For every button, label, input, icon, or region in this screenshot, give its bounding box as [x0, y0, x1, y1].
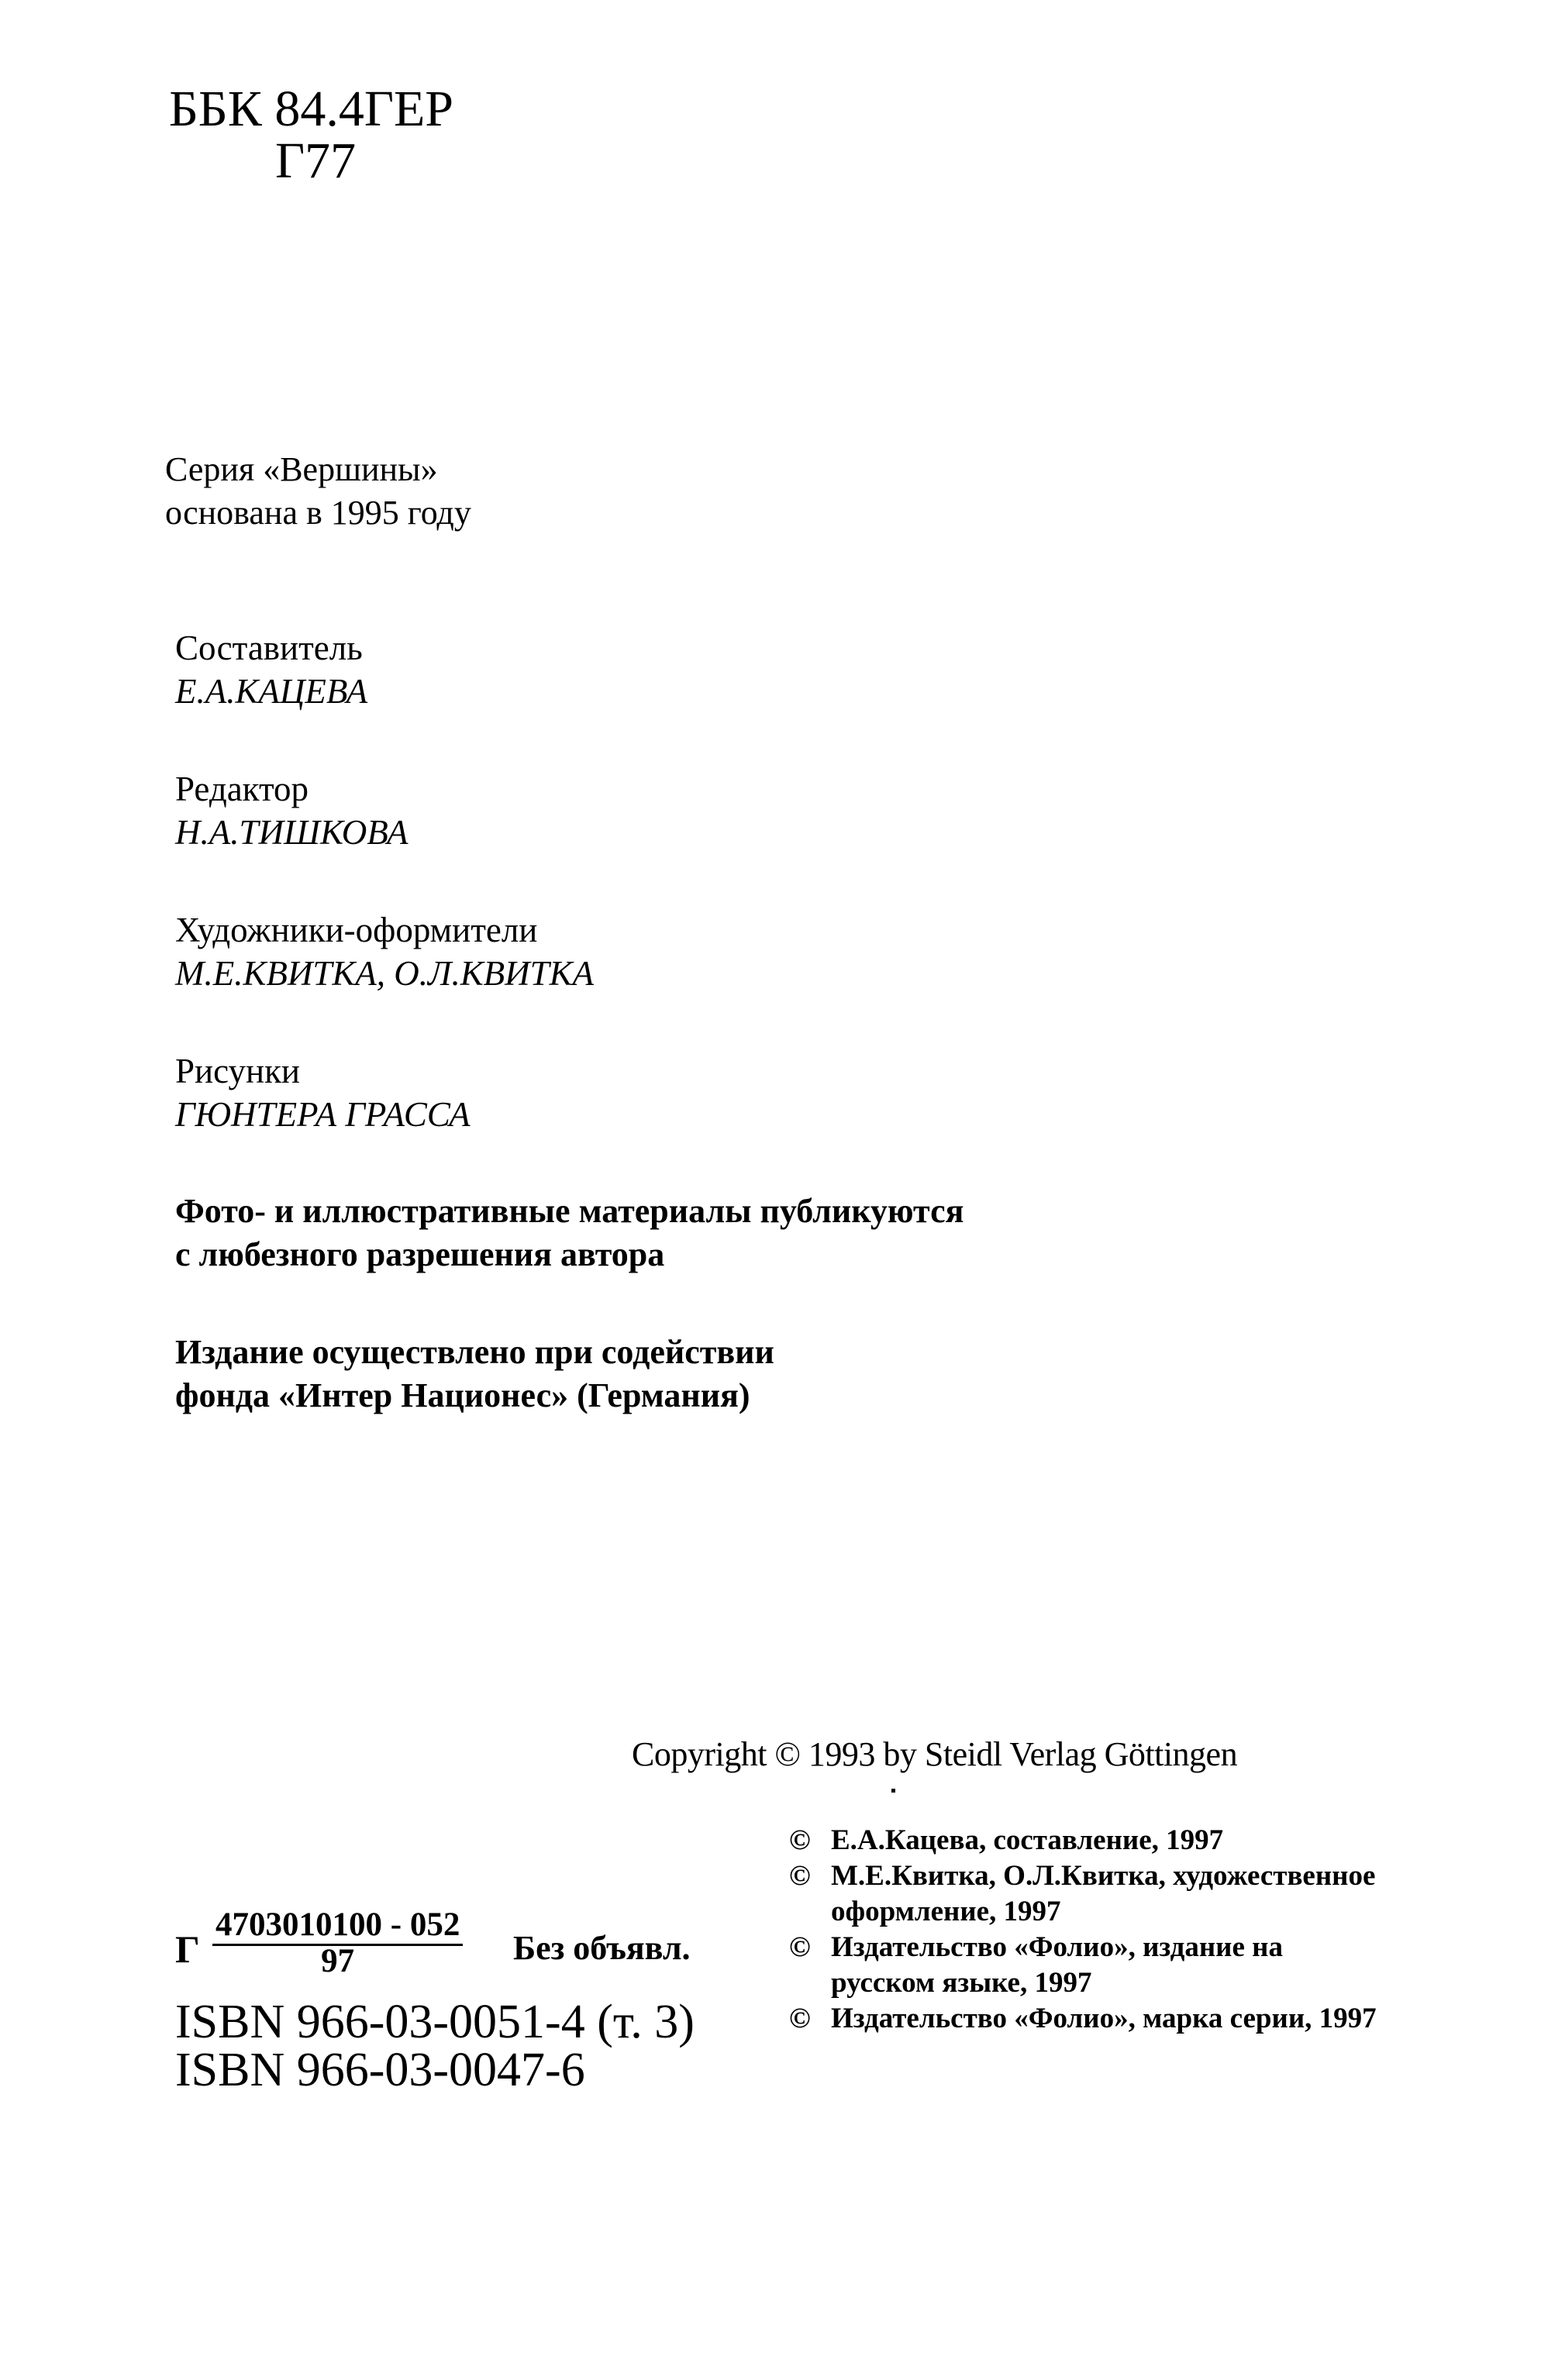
credit-compiler — [175, 626, 367, 713]
rights-text: Издательство «Фолио», издание на русском языке, 1997 — [831, 1931, 1283, 1999]
classification-denominator: 97 — [321, 1943, 355, 1979]
copyright-symbol: © — [789, 1860, 811, 1892]
rights-list — [789, 1823, 1378, 2037]
rights-item — [789, 1930, 1378, 2001]
series-line-1: Серия «Вершины» — [165, 450, 438, 488]
credit-role: Рисунки — [175, 1052, 301, 1090]
credit-name: Е.А.КАЦЕВА — [175, 672, 368, 711]
note-line: фонда «Интер Национес» (Германия) — [175, 1376, 750, 1414]
rights-item — [789, 1858, 1378, 1930]
support-note — [175, 1331, 774, 1417]
isbn-set: ISBN 966-03-0047-6 — [175, 2044, 585, 2096]
credit-name: М.Е.КВИТКА, О.Л.КВИТКА — [175, 954, 594, 993]
credit-role: Составитель — [175, 629, 363, 667]
note-line: с любезного разрешения автора — [175, 1235, 665, 1273]
note-line: Издание осуществлено при содействии — [175, 1333, 774, 1371]
copyright-symbol: © — [789, 2003, 811, 2034]
rights-text: Е.А.Кацева, составление, 1997 — [831, 1824, 1224, 1856]
author-mark: Г77 — [275, 133, 357, 189]
rights-text: М.Е.Квитка, О.Л.Квитка, художественное оформление, 1997 — [831, 1860, 1376, 1927]
credit-role: Художники-оформители — [175, 911, 538, 949]
credit-role: Редактор — [175, 770, 309, 808]
no-announcement-note: Без объявл. — [513, 1929, 691, 1967]
decorative-dot — [891, 1789, 895, 1793]
credit-editor — [175, 767, 408, 854]
classification-fraction — [212, 1906, 463, 1977]
copyright-symbol: © — [789, 1931, 811, 1963]
note-line: Фото- и иллюстративные материалы публикуются — [175, 1192, 964, 1230]
bbk-code: ББК 84.4ГЕР — [169, 81, 453, 137]
rights-item — [789, 2001, 1378, 2037]
series-info — [165, 448, 471, 535]
classification-numerator: 4703010100 - 052 — [212, 1906, 463, 1946]
isbn-volume: ISBN 966-03-0051-4 (т. 3) — [175, 1996, 695, 2048]
copyright-symbol: © — [789, 1824, 811, 1856]
credit-drawings — [175, 1049, 471, 1136]
copyright-main: Copyright © 1993 by Steidl Verlag Göttingen — [632, 1735, 1238, 1773]
credit-name: ГЮНТЕРА ГРАССА — [175, 1095, 471, 1134]
rights-item — [789, 1823, 1378, 1858]
rights-text: Издательство «Фолио», марка серии, 1997 — [831, 2003, 1377, 2034]
credit-designers — [175, 908, 594, 995]
series-line-2: основана в 1995 году — [165, 494, 471, 532]
photo-permission-note — [175, 1190, 964, 1276]
classification-letter: Г — [175, 1927, 200, 1971]
credit-name: Н.А.ТИШКОВА — [175, 813, 409, 852]
